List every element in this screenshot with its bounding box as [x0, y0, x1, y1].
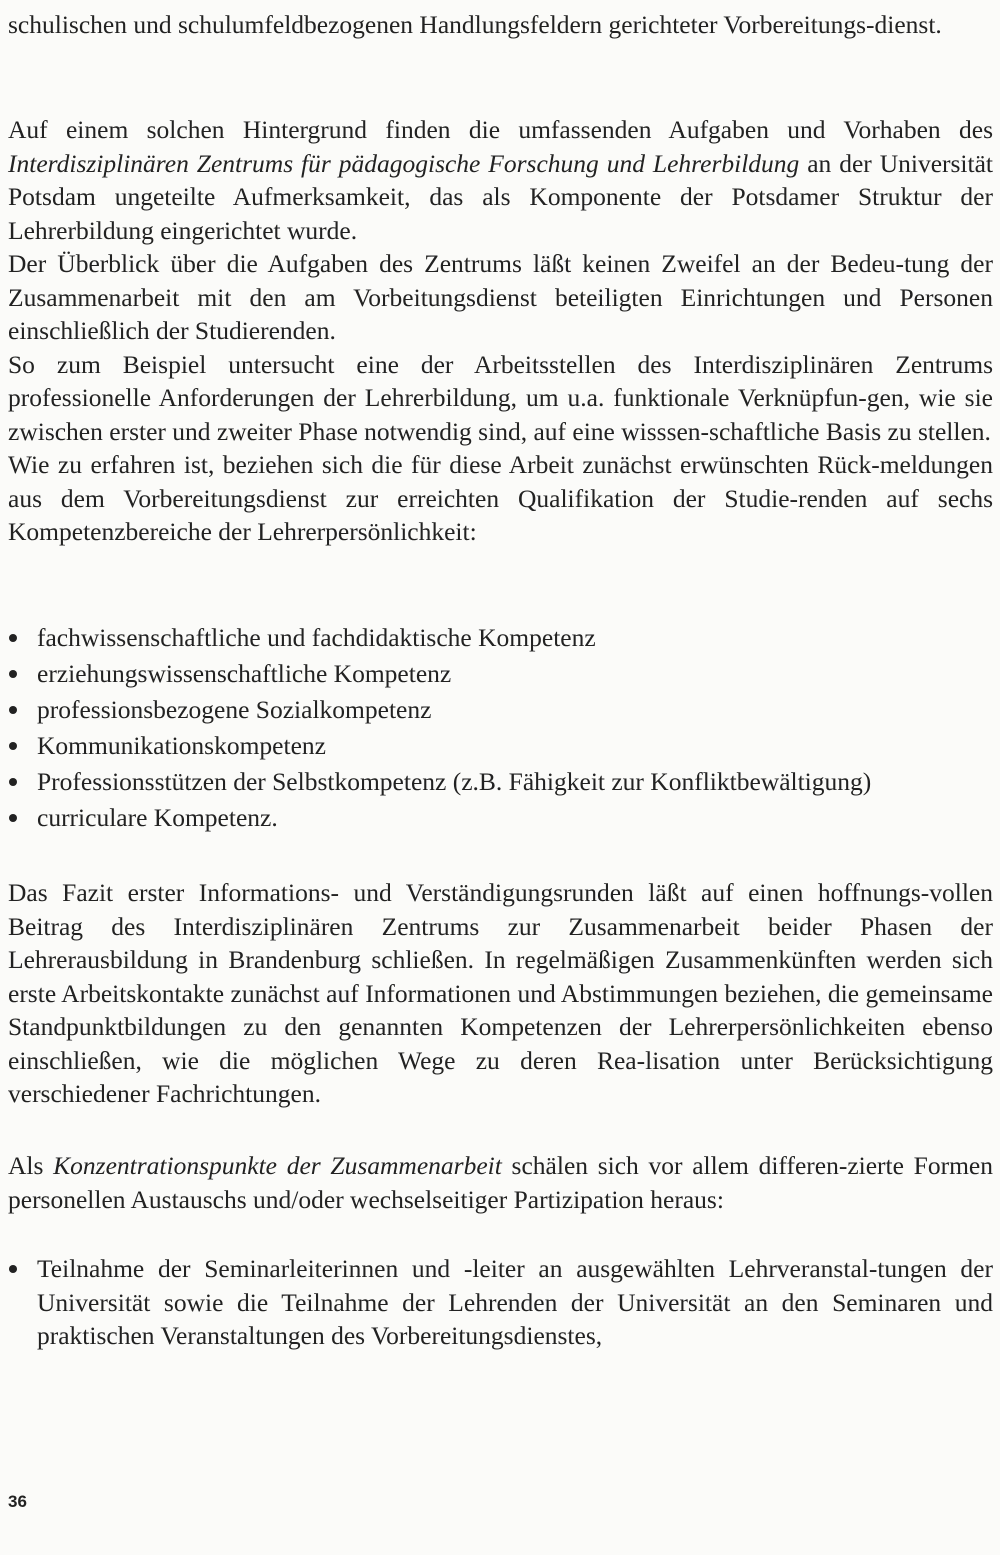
list-item: [8, 801, 993, 835]
continuation-paragraph: [8, 8, 993, 42]
bullet-icon: [9, 634, 17, 642]
paragraph-ueberblick: Der Überblick über die Aufgaben des Zentrums läßt keinen Zweifel an der Bedeu-tung der Zusammenarbeit mit den am Vorbeitungsdienst beteiligten Einrichtungen und Personen einschließlich der Studierenden.: [8, 249, 993, 345]
paragraph-rueckmeldungen: Wie zu erfahren ist, beziehen sich die für diese Arbeit zunächst erwünschten Rück-meldungen aus dem Vorbereitungsdienst zur erreichten Qualifikation der Studie-renden auf sechs Kompetenzbereiche der Lehrerpersönlichkeit:: [8, 450, 993, 546]
page-number: 36: [8, 1492, 27, 1511]
paragraph-fazit: Das Fazit erster Informations- und Verständigungsrunden läßt auf einen hoffnungs-vollen Beitrag des Interdisziplinären Zentrums zur Zusammenarbeit beider Phasen der Lehrerausbildung in Brandenburg schließen. In regelmäßigen Zusammenkünften werden sich erste Arbeitskontakte zunächst auf Informationen und Abstimmungen beziehen, die gemeinsame Standpunktbildungen zu den genannten Kompetenzen der Lehrerpersönlichkeiten ebenso einschließen, wie die möglichen Wege zu deren Rea-lisation unter Berücksichtigung verschiedener Fachrichtungen.: [8, 878, 993, 1108]
list-item: [8, 729, 993, 763]
paragraph-zentrum: [8, 113, 993, 247]
list-item-text: fachwissenschaftliche und fachdidaktische Kompetenz: [37, 623, 596, 652]
paragraph-beispiel: So zum Beispiel untersucht eine der Arbeitsstellen des Interdisziplinären Zentrums professionelle Anforderungen der Lehrerbildung, um u.a. funktionale Verknüpfun-gen, wie sie zwischen erster und zweiter Phase notwendig sind, auf eine wisssen-schaftliche Basis zu stellen.: [8, 349, 993, 446]
list-item-text: Teilnahme der Seminarleiterinnen und -leiter an ausgewählten Lehrveranstal-tungen der Universität sowie die Teilnahme der Lehrenden der Universität an den Seminaren und praktischen Veranstaltungen des Vorbereitungsdienstes,: [37, 1254, 993, 1350]
participation-list-block: [8, 1252, 993, 1355]
list-item-text: curriculare Kompetenz.: [37, 803, 278, 832]
paragraph-konzentrationspunkte: [8, 1149, 993, 1216]
bullet-icon: [9, 706, 17, 714]
focus-end: schälen sich vor allem differen-zierte Formen personellen Austauschs und/oder wechselseitiger Partizipation heraus:: [8, 1151, 993, 1214]
bullet-icon: [9, 814, 17, 822]
list-item: [8, 657, 993, 691]
bullet-icon: [9, 1265, 17, 1273]
participation-list: [8, 1252, 993, 1353]
list-item: [8, 1252, 993, 1353]
bullet-icon: [9, 778, 17, 786]
bullet-icon: [9, 670, 17, 678]
paragraph-zentrum-start: Auf einem solchen Hintergrund finden die umfassenden Aufgaben und Vorhaben des: [8, 115, 993, 144]
focus-emphasis: Konzentrationspunkte der Zusammenarbeit: [53, 1151, 502, 1180]
zentrum-name: Interdisziplinären Zentrums für pädagogische Forschung und Lehrerbildung: [8, 148, 800, 178]
list-item-text: erziehungswissenschaftliche Kompetenz: [37, 659, 452, 688]
list-item-text: Professionsstützen der Selbstkompetenz (z.B. Fähigkeit zur Konfliktbewältigung): [37, 767, 872, 796]
list-item-text: professionsbezogene Sozialkompetenz: [37, 695, 432, 724]
fazit-block: [8, 876, 993, 1111]
section-background: [8, 113, 993, 549]
competency-list-block: [8, 621, 993, 837]
list-item: [8, 765, 993, 799]
paragraph-zentrum-end: an der Universität Potsdam ungeteilte Aufmerksamkeit, das als Komponente der Potsdamer Struktur der Lehrerbildung eingerichtet wurde.: [8, 148, 994, 245]
list-item: [8, 693, 993, 727]
focus-start: Als: [8, 1151, 54, 1180]
bullet-icon: [9, 742, 17, 750]
continuation-text: schulischen und schulumfeldbezogenen Handlungsfeldern gerichteter Vorbereitungs-dienst.: [8, 10, 942, 39]
list-item-text: Kommunikationskompetenz: [37, 731, 326, 760]
competency-list: [8, 621, 993, 835]
focus-block: [8, 1149, 993, 1216]
list-item: [8, 621, 993, 655]
